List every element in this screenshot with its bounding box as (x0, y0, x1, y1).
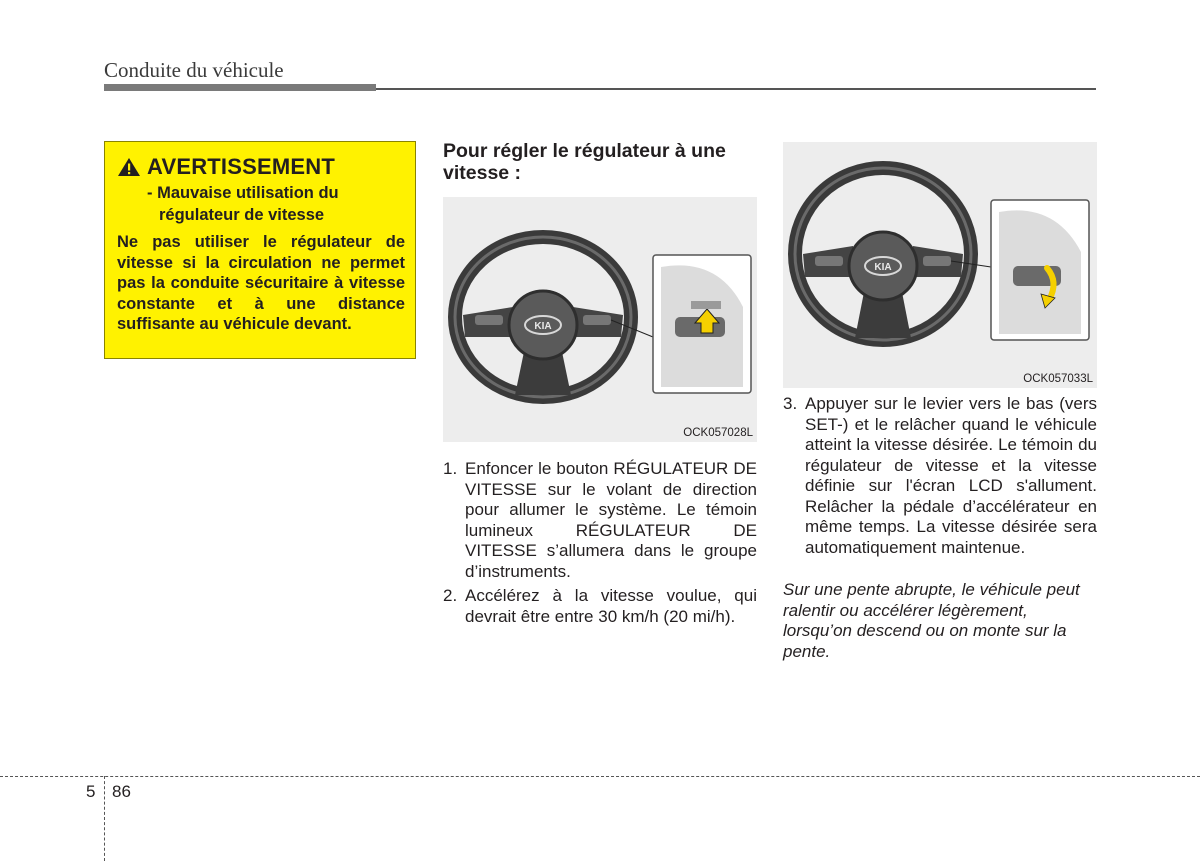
warning-title-row (117, 154, 405, 180)
figure-code: OCK057028L (683, 427, 753, 439)
warning-triangle-icon (117, 157, 141, 177)
step-number: 3. (783, 394, 798, 413)
step-number: 1. (443, 459, 458, 478)
steering-wheel-set-lever-icon (783, 142, 1097, 388)
footer-vertical-divider (104, 776, 105, 861)
warning-subtitle-line2: régulateur de vitesse (159, 206, 325, 224)
list-item (443, 459, 757, 582)
header-rule-thick (104, 84, 376, 91)
list-item (783, 394, 1097, 558)
figure-steering-wheel-1 (443, 197, 757, 442)
svg-text:KIA: KIA (534, 321, 552, 332)
step-text: Accélérez à la vitesse voulue, qui devrait être entre 30 km/h (20 mi/h). (465, 586, 757, 626)
warning-body: Ne pas utiliser le régulateur de vitesse si la circulation ne permet pas la conduite sécuritaire à vitesse constante et à une distance suffisante au véhicule devant. (117, 233, 405, 333)
step-text: Enfoncer le bouton RÉGULATEUR DE VITESSE sur le volant de direction pour allumer le système. Le témoin lumineux RÉGULATEUR DE VITESSE s’allumera dans le groupe d’instruments. (465, 459, 757, 581)
header-rule-thin (376, 88, 1096, 90)
svg-text:KIA: KIA (874, 262, 892, 273)
section-heading: Pour régler le régulateur à une vitesse : (443, 140, 726, 184)
steps-list-2 (783, 394, 1097, 562)
chapter-number: 5 (86, 782, 96, 801)
step-text: Appuyer sur le levier vers le bas (vers SET-) et le relâcher quand le véhicule atteint la vitesse désirée. Le témoin du régulateur de vitesse et la vitesse définie sur l'écran LCD s'allument. Relâcher la pédale d’accélérateur en même temps. La vitesse désirée sera automatiquement maintenue. (805, 394, 1097, 557)
page-number: 86 (112, 782, 131, 801)
step-number: 2. (443, 586, 458, 605)
steps-list-1 (443, 459, 757, 631)
page-header-title: Conduite du véhicule (104, 58, 284, 82)
list-item (443, 586, 757, 627)
warning-title: AVERTISSEMENT (147, 154, 335, 179)
warning-subtitle (117, 182, 405, 226)
figure-steering-wheel-2 (783, 142, 1097, 388)
warning-box (104, 141, 416, 359)
warning-subtitle-line1: - Mauvaise utilisation du (147, 184, 339, 202)
italic-note: Sur une pente abrupte, le véhicule peut ralentir ou accélérer légèrement, lorsqu’on descend ou on monte sur la pente. (783, 580, 1080, 661)
steering-wheel-cruise-button-icon (443, 197, 757, 442)
figure-code: OCK057033L (1023, 373, 1093, 385)
footer-divider (0, 776, 1200, 777)
